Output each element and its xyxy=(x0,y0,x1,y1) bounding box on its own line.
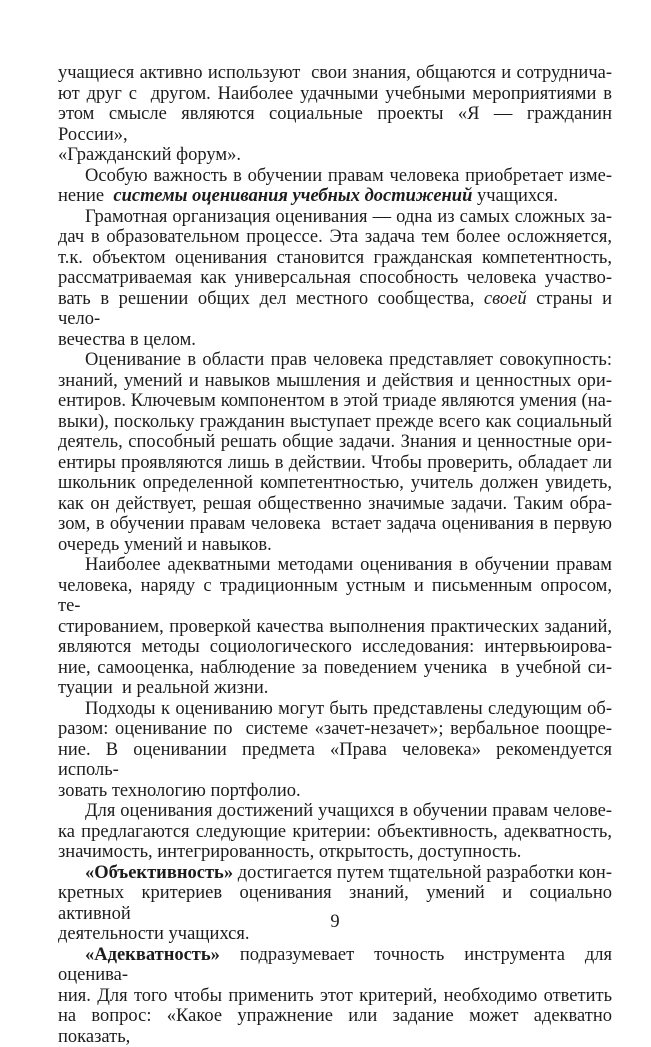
text-line xyxy=(58,432,612,453)
text-segment: учащиеся активно используют свои знания, общаются и сотруднича- xyxy=(58,63,612,83)
text-segment: ентиры проявляются лишь в действии. Чтобы проверить, обладает ли xyxy=(58,452,612,473)
page-number: 9 xyxy=(330,912,340,932)
emphasis-text: «Адекватность» xyxy=(85,944,220,965)
text-line xyxy=(58,801,612,822)
text-segment: деятель, способный решать общие задачи. Знания и ценностные ори- xyxy=(58,432,612,452)
text-line xyxy=(58,412,612,433)
text-line xyxy=(58,863,612,884)
text-segment: Для оценивания достижений учащихся в обучении правам челове- xyxy=(85,801,612,821)
text-segment: ентиров. Ключевым компонентом в этой триаде являются умения (на- xyxy=(58,391,612,411)
text-segment: нение xyxy=(58,186,114,206)
text-line xyxy=(58,822,612,843)
text-line xyxy=(58,535,612,556)
text-line xyxy=(58,986,612,1007)
emphasis-text: «Объективность» xyxy=(85,862,234,883)
text-line xyxy=(58,84,612,105)
text-segment: подразумевает точность инструмента для оценива- xyxy=(58,944,617,985)
text-line xyxy=(58,637,612,658)
text-line xyxy=(58,166,612,187)
text-line xyxy=(58,514,612,535)
text-line xyxy=(58,288,617,330)
text-line xyxy=(58,391,612,412)
text-segment: значимость, интегрированность, открытость, доступность. xyxy=(58,842,522,862)
text-segment: ние. В оценивании предмета «Права человека» рекомендуется исполь- xyxy=(58,739,617,780)
text-segment: вать в решении общих дел местного сообщества, xyxy=(58,288,484,309)
text-line xyxy=(58,842,612,863)
text-segment: туации и реальной жизни. xyxy=(58,678,269,698)
emphasis-text: системы оценивания учебных достижений xyxy=(113,186,473,206)
text-segment: учащихся. xyxy=(472,186,558,206)
text-line xyxy=(58,63,612,84)
text-segment: страны и чело- xyxy=(58,288,617,329)
text-segment: «Гражданский форум». xyxy=(58,145,242,165)
text-line xyxy=(58,330,612,351)
text-segment: Особую важность в обучении правам человека приобретает изме- xyxy=(85,165,612,186)
text-segment: зовать технологию портфолио. xyxy=(58,780,301,801)
text-segment: очередь умений и навыков. xyxy=(58,534,272,555)
text-segment: Наиболее адекватными методами оценивания в обучении правам xyxy=(85,555,612,575)
text-segment: разом: оценивание по системе «зачет-незачет»; вербальное поощре- xyxy=(58,719,612,739)
text-line xyxy=(58,248,612,269)
text-segment: кретных критериев оценивания знаний, умений и социально активной xyxy=(58,883,617,924)
text-line xyxy=(58,617,612,638)
text-line xyxy=(58,207,612,228)
text-segment: Оценивание в области прав человека представляет совокупность: xyxy=(85,350,612,370)
text-line xyxy=(58,473,612,494)
text-segment: достигается путем тщательной разработки кон- xyxy=(233,862,612,883)
text-segment: человека, наряду с традиционным устным и письменным опросом, те- xyxy=(58,575,617,616)
text-segment: Грамотная организация оценивания — одна из самых сложных за- xyxy=(85,206,612,227)
text-line xyxy=(58,575,617,617)
text-line xyxy=(58,1006,617,1047)
text-segment: зом, в обучении правам человека встает задача оценивания в первую xyxy=(58,514,612,534)
text-line xyxy=(58,678,612,699)
text-segment: школьник определенной компетентностью, учитель должен увидеть, xyxy=(58,473,612,493)
text-line xyxy=(58,453,612,474)
text-segment: ния. Для того чтобы применить этот критерий, необходимо ответить xyxy=(58,985,612,1006)
text-segment: деятельности учащихся. xyxy=(58,924,250,944)
text-segment: являются методы социологического исследования: интервьюирова- xyxy=(58,637,612,657)
text-segment: рассматриваемая как универсальная способность человека участво- xyxy=(58,268,612,288)
emphasis-text: своей xyxy=(483,288,527,309)
text-segment: ние, самооценка, наблюдение за поведением ученика в учебной си- xyxy=(58,657,612,678)
text-line xyxy=(58,371,612,392)
text-line xyxy=(58,494,612,515)
text-line xyxy=(58,104,617,145)
text-segment: ка предлагаются следующие критерии: объективность, адекватность, xyxy=(58,821,612,842)
text-line xyxy=(58,145,612,166)
text-segment: этом смысле являются социальные проекты «Я — гражданин России», xyxy=(58,104,617,145)
text-line xyxy=(58,739,617,781)
text-segment: Подходы к оцениванию могут быть представлены следующим об- xyxy=(85,698,612,719)
text-segment: стированием, проверкой качества выполнения практических заданий, xyxy=(58,616,612,637)
text-segment: выки), поскольку гражданин выступает прежде всего как социальный xyxy=(58,411,612,432)
text-segment: т.к. объектом оценивания становится гражданская компетентность, xyxy=(58,247,612,268)
text-line xyxy=(58,227,612,248)
text-line xyxy=(58,719,612,740)
text-line xyxy=(58,350,612,371)
text-segment: как он действует, решая общественно значимые задачи. Таким обра- xyxy=(58,493,612,514)
text-line xyxy=(58,186,612,207)
text-line xyxy=(58,781,612,802)
text-line xyxy=(58,944,617,986)
text-segment: дач в образовательном процессе. Эта задача тем более осложняется, xyxy=(58,227,612,247)
text-line xyxy=(58,658,612,679)
text-line xyxy=(58,268,612,289)
text-line xyxy=(58,555,612,576)
text-segment: вечества в целом. xyxy=(58,329,196,350)
text-line xyxy=(58,699,612,720)
text-segment: знаний, умений и навыков мышления и действия и ценностных ори- xyxy=(58,370,612,391)
text-block xyxy=(58,63,617,1047)
text-segment: ют друг с другом. Наиболее удачными учебными мероприятиями в xyxy=(58,83,612,104)
text-segment: на вопрос: «Какое упражнение или задание может адекватно показать, xyxy=(58,1006,617,1047)
